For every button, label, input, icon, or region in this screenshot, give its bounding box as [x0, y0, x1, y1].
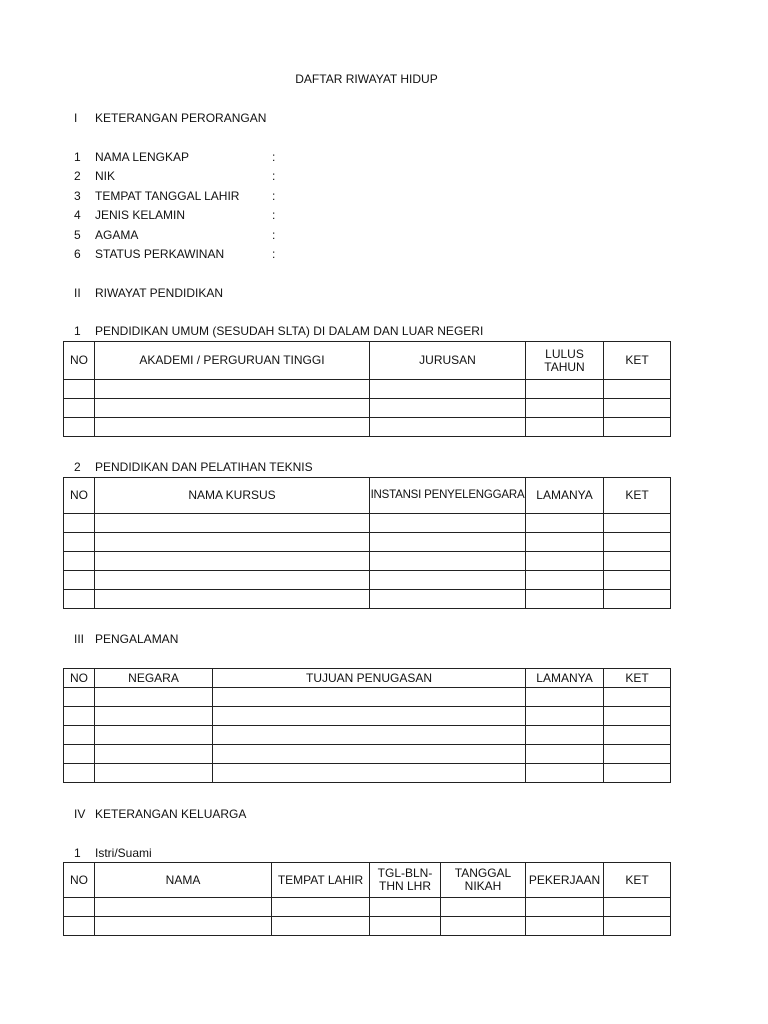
table-row: [64, 399, 671, 418]
section-title-family: KETERANGAN KELUARGA: [95, 807, 247, 821]
table-cell[interactable]: [370, 898, 441, 917]
table-cell[interactable]: [95, 764, 213, 783]
table-cell[interactable]: [526, 745, 604, 764]
field-label-religion: AGAMA: [95, 228, 139, 242]
column-header-no: NO: [64, 342, 95, 380]
table-cell[interactable]: [64, 380, 95, 399]
table-cell[interactable]: [95, 571, 370, 590]
table-cell[interactable]: [370, 571, 526, 590]
column-header-no: NO: [64, 669, 95, 688]
section-number: IV: [74, 807, 86, 821]
subsection-number: 1: [74, 324, 81, 338]
experience-table: [63, 668, 671, 783]
column-header-assignment-purpose: TUJUAN PENUGASAN: [213, 669, 526, 688]
table-cell[interactable]: [370, 514, 526, 533]
table-cell[interactable]: [64, 571, 95, 590]
field-colon: :: [272, 169, 276, 183]
field-colon: :: [272, 189, 276, 203]
column-header-notes: KET: [604, 478, 671, 514]
field-number: 3: [74, 189, 81, 203]
table-header-row: [64, 342, 671, 380]
table-row: [64, 590, 671, 609]
table-cell[interactable]: [526, 590, 604, 609]
subsection-number: 1: [74, 846, 81, 860]
table-cell[interactable]: [526, 380, 604, 399]
table-cell[interactable]: [370, 590, 526, 609]
table-cell[interactable]: [604, 688, 671, 707]
field-label-marital-status: STATUS PERKAWINAN: [95, 247, 225, 261]
table-cell[interactable]: [64, 533, 95, 552]
section-title-education: RIWAYAT PENDIDIKAN: [95, 286, 224, 300]
table-header-row: [64, 478, 671, 514]
table-row: [64, 514, 671, 533]
table-cell[interactable]: [604, 590, 671, 609]
table-cell[interactable]: [526, 898, 604, 917]
table-cell[interactable]: [604, 533, 671, 552]
subsection-title-general-education: PENDIDIKAN UMUM (SESUDAH SLTA) DI DALAM DAN LUAR NEGERI: [95, 324, 484, 338]
table-cell[interactable]: [604, 514, 671, 533]
section-number: I: [74, 111, 78, 125]
table-cell[interactable]: [95, 418, 370, 437]
table-cell[interactable]: [213, 688, 526, 707]
table-row: [64, 726, 671, 745]
table-cell[interactable]: [604, 552, 671, 571]
table-cell[interactable]: [64, 399, 95, 418]
table-cell[interactable]: [64, 745, 95, 764]
table-cell[interactable]: [526, 688, 604, 707]
table-cell[interactable]: [526, 764, 604, 783]
table-cell[interactable]: [64, 688, 95, 707]
table-row: [64, 745, 671, 764]
field-label-nik: NIK: [95, 169, 116, 183]
field-colon: :: [272, 247, 276, 261]
table-cell[interactable]: [64, 898, 95, 917]
table-cell[interactable]: [526, 552, 604, 571]
column-header-marriage-date: TANGGAL NIKAH: [441, 863, 526, 898]
column-header-no: NO: [64, 478, 95, 514]
table-cell[interactable]: [526, 571, 604, 590]
subsection-title-spouse: Istri/Suami: [95, 846, 152, 860]
table-cell[interactable]: [95, 514, 370, 533]
technical-training-table: [63, 477, 671, 609]
table-cell[interactable]: [95, 533, 370, 552]
table-cell[interactable]: [95, 726, 213, 745]
table-cell[interactable]: [95, 380, 370, 399]
section-number: II: [74, 286, 81, 300]
table-cell[interactable]: [95, 399, 370, 418]
field-label-gender: JENIS KELAMIN: [95, 208, 186, 222]
table-cell[interactable]: [95, 898, 272, 917]
field-label-full-name: NAMA LENGKAP: [95, 150, 190, 164]
table-cell[interactable]: [526, 533, 604, 552]
table-cell[interactable]: [95, 688, 213, 707]
table-cell[interactable]: [604, 571, 671, 590]
column-header-birthplace: TEMPAT LAHIR: [272, 863, 370, 898]
table-row: [64, 418, 671, 437]
field-colon: :: [272, 150, 276, 164]
column-header-major: JURUSAN: [370, 342, 526, 380]
column-header-organizer: INSTANSI PENYELENGGARA: [370, 478, 526, 514]
table-cell[interactable]: [604, 898, 671, 917]
table-cell[interactable]: [213, 764, 526, 783]
column-header-no: NO: [64, 863, 95, 898]
table-row: [64, 707, 671, 726]
field-number: 6: [74, 247, 81, 261]
field-colon: :: [272, 208, 276, 222]
table-cell[interactable]: [604, 418, 671, 437]
table-cell[interactable]: [95, 917, 272, 936]
column-header-name: NAMA: [95, 863, 272, 898]
table-cell[interactable]: [370, 399, 526, 418]
column-header-graduation-year: LULUS TAHUN: [526, 342, 604, 380]
table-cell[interactable]: [526, 917, 604, 936]
table-row: [64, 764, 671, 783]
table-cell[interactable]: [64, 917, 95, 936]
table-cell[interactable]: [370, 552, 526, 571]
spouse-table: [63, 862, 671, 936]
column-header-occupation: PEKERJAAN: [526, 863, 604, 898]
table-cell[interactable]: [526, 514, 604, 533]
column-header-birth-date: TGL-BLN- THN LHR: [370, 863, 441, 898]
section-title-experience: PENGALAMAN: [95, 632, 179, 646]
table-cell[interactable]: [370, 380, 526, 399]
field-number: 2: [74, 169, 81, 183]
field-number: 1: [74, 150, 81, 164]
table-row: [64, 571, 671, 590]
table-row: [64, 533, 671, 552]
table-header-row: [64, 863, 671, 898]
column-header-duration: LAMANYA: [526, 478, 604, 514]
section-title-personal: KETERANGAN PERORANGAN: [95, 111, 267, 125]
table-cell[interactable]: [604, 917, 671, 936]
table-cell[interactable]: [64, 514, 95, 533]
table-cell[interactable]: [604, 380, 671, 399]
table-cell[interactable]: [604, 726, 671, 745]
column-header-country: NEGARA: [95, 669, 213, 688]
table-header-row: [64, 669, 671, 688]
table-cell[interactable]: [526, 418, 604, 437]
table-row: [64, 688, 671, 707]
column-header-notes: KET: [604, 669, 671, 688]
field-number: 5: [74, 228, 81, 242]
document-title: DAFTAR RIWAYAT HIDUP: [295, 72, 438, 86]
column-header-institution: AKADEMI / PERGURUAN TINGGI: [95, 342, 370, 380]
table-cell[interactable]: [64, 707, 95, 726]
section-number: III: [74, 632, 85, 646]
table-cell[interactable]: [272, 917, 370, 936]
table-cell[interactable]: [95, 552, 370, 571]
table-cell[interactable]: [526, 726, 604, 745]
table-cell[interactable]: [604, 764, 671, 783]
column-header-duration: LAMANYA: [526, 669, 604, 688]
table-cell[interactable]: [604, 745, 671, 764]
table-cell[interactable]: [604, 707, 671, 726]
column-header-notes: KET: [604, 342, 671, 380]
table-cell[interactable]: [213, 726, 526, 745]
subsection-title-technical-training: PENDIDIKAN DAN PELATIHAN TEKNIS: [95, 460, 313, 474]
table-row: [64, 380, 671, 399]
table-cell[interactable]: [95, 590, 370, 609]
table-cell[interactable]: [526, 707, 604, 726]
field-colon: :: [272, 228, 276, 242]
table-cell[interactable]: [272, 898, 370, 917]
general-education-table: [63, 341, 671, 437]
table-cell[interactable]: [64, 726, 95, 745]
table-cell[interactable]: [64, 418, 95, 437]
table-cell[interactable]: [64, 764, 95, 783]
column-header-course-name: NAMA KURSUS: [95, 478, 370, 514]
table-row: [64, 898, 671, 917]
table-cell[interactable]: [604, 399, 671, 418]
table-cell[interactable]: [526, 399, 604, 418]
table-row: [64, 552, 671, 571]
field-label-birth-place-date: TEMPAT TANGGAL LAHIR: [95, 189, 240, 203]
field-number: 4: [74, 208, 81, 222]
subsection-number: 2: [74, 460, 81, 474]
table-cell[interactable]: [213, 745, 526, 764]
table-cell[interactable]: [370, 533, 526, 552]
table-cell[interactable]: [370, 917, 441, 936]
table-cell[interactable]: [441, 917, 526, 936]
table-cell[interactable]: [64, 552, 95, 571]
table-cell[interactable]: [370, 418, 526, 437]
column-header-notes: KET: [604, 863, 671, 898]
table-row: [64, 917, 671, 936]
table-cell[interactable]: [64, 590, 95, 609]
table-cell[interactable]: [95, 707, 213, 726]
table-cell[interactable]: [95, 745, 213, 764]
table-cell[interactable]: [441, 898, 526, 917]
table-cell[interactable]: [213, 707, 526, 726]
